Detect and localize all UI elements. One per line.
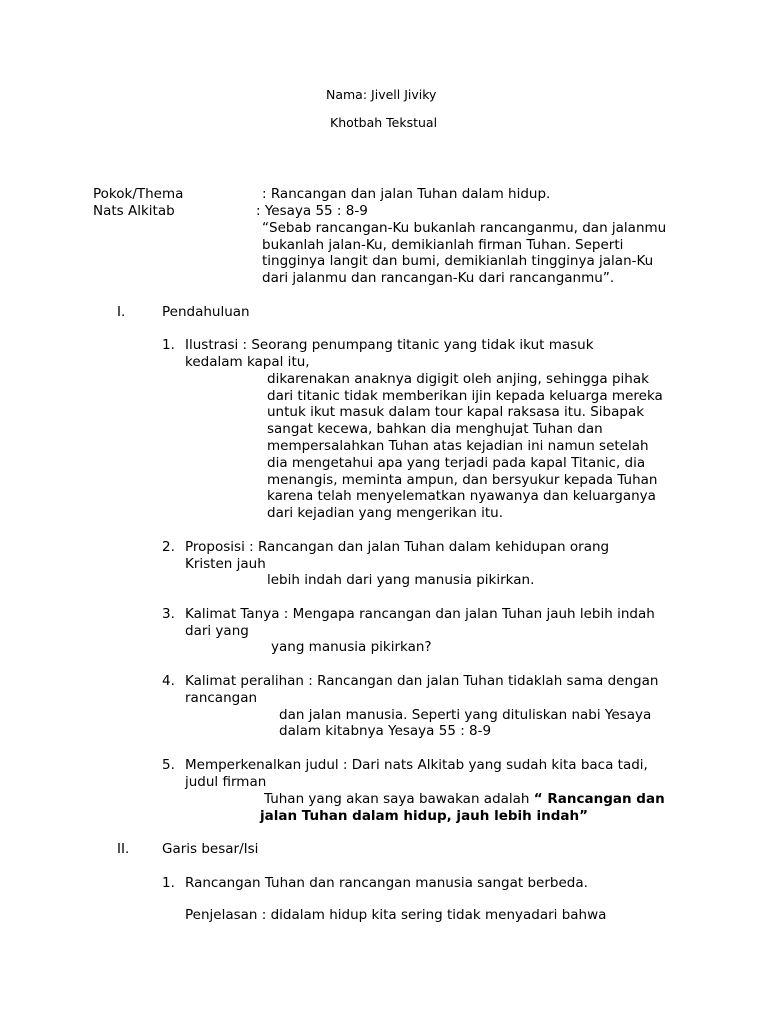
list-number: 3. [162, 606, 175, 622]
list-number: 2. [162, 539, 175, 555]
list-item-continuation: lebih indah dari yang manusia pikirkan. [267, 572, 535, 588]
list-item-text: Kalimat peralihan : Rancangan dan jalan Tuhan tidaklah sama dengan [185, 673, 659, 689]
list-item-continuation: dia mengetahui apa yang terjadi pada kapal Titanic, dia [267, 455, 646, 471]
list-item-text: Kalimat Tanya : Mengapa rancangan dan jalan Tuhan jauh lebih indah [185, 606, 655, 622]
list-item-continuation: karena telah menyelematkan nyawanya dan keluarganya [267, 488, 656, 504]
list-item-text: judul firman [185, 774, 267, 790]
verse-line: tingginya langit dan bumi, demikianlah tingginya jalan-Ku [262, 253, 654, 269]
list-item-text: dari yang [185, 623, 249, 639]
list-item-text: Memperkenalkan judul : Dari nats Alkitab yang sudah kita baca tadi, [185, 757, 648, 773]
list-item-text: Proposisi : Rancangan dan jalan Tuhan dalam kehidupan orang [185, 539, 610, 555]
list-number: 4. [162, 673, 175, 689]
verse-line: bukanlah jalan-Ku, demikianlah firman Tuhan. Seperti [262, 237, 624, 253]
verse-reference: : Yesaya 55 : 8-9 [256, 203, 368, 219]
list-item-text: rancangan [185, 690, 258, 706]
section-title: Garis besar/Isi [162, 841, 259, 857]
list-item-continuation: dikarenakan anaknya digigit oleh anjing, sehingga pihak [267, 371, 649, 387]
topic-value: : Rancangan dan jalan Tuhan dalam hidup. [262, 186, 551, 202]
section-numeral: II. [117, 841, 130, 857]
list-item-continuation: menangis, meminta ampun, dan bersyukur kepada Tuhan [267, 472, 658, 488]
verse-label: Nats Alkitab [93, 203, 175, 219]
list-item-text: Kristen jauh [185, 556, 266, 572]
list-number: 1. [162, 875, 175, 891]
sermon-intro-text: Tuhan yang akan saya bawakan adalah [264, 791, 534, 807]
list-item-continuation: mempersalahkan Tuhan atas kejadian ini namun setelah [267, 438, 649, 454]
list-item-text: kedalam kapal itu, [185, 354, 310, 370]
list-item-continuation: untuk ikut masuk dalam tour kapal raksasa itu. Sibapak [267, 404, 645, 420]
list-number: 5. [162, 757, 175, 773]
explanation-text: Penjelasan : didalam hidup kita sering tidak menyadari bahwa [185, 907, 607, 923]
list-item-continuation: dari titanic tidak memberikan ijin kepada keluarga mereka [267, 388, 663, 404]
list-item-text: Ilustrasi : Seorang penumpang titanic yang tidak ikut masuk [185, 337, 594, 353]
list-item-text: Rancangan Tuhan dan rancangan manusia sangat berbeda. [185, 875, 588, 891]
verse-line: “Sebab rancangan-Ku bukanlah rancanganmu, dan jalanmu [262, 220, 667, 236]
author-name: Nama: Jivell Jiviky [326, 87, 437, 102]
list-number: 1. [162, 337, 175, 353]
sermon-title: “ Rancangan dan [533, 791, 665, 807]
sermon-title: jalan Tuhan dalam hidup, jauh lebih indah” [260, 808, 588, 824]
list-item-continuation [264, 791, 665, 808]
list-item-continuation: yang manusia pikirkan? [271, 639, 432, 655]
document-subtitle: Khotbah Tekstual [330, 115, 438, 130]
section-title: Pendahuluan [162, 304, 250, 320]
list-item-continuation: dan jalan manusia. Seperti yang dituliskan nabi Yesaya [279, 707, 652, 723]
list-item-continuation: dari kejadian yang mengerikan itu. [267, 505, 503, 521]
section-numeral: I. [117, 304, 126, 320]
topic-label: Pokok/Thema [93, 186, 184, 202]
verse-line: dari jalanmu dan rancangan-Ku dari rancanganmu”. [262, 270, 615, 286]
list-item-continuation: dalam kitabnya Yesaya 55 : 8-9 [279, 723, 492, 739]
list-item-continuation: sangat kecewa, bahkan dia menghujat Tuhan dan [267, 421, 603, 437]
